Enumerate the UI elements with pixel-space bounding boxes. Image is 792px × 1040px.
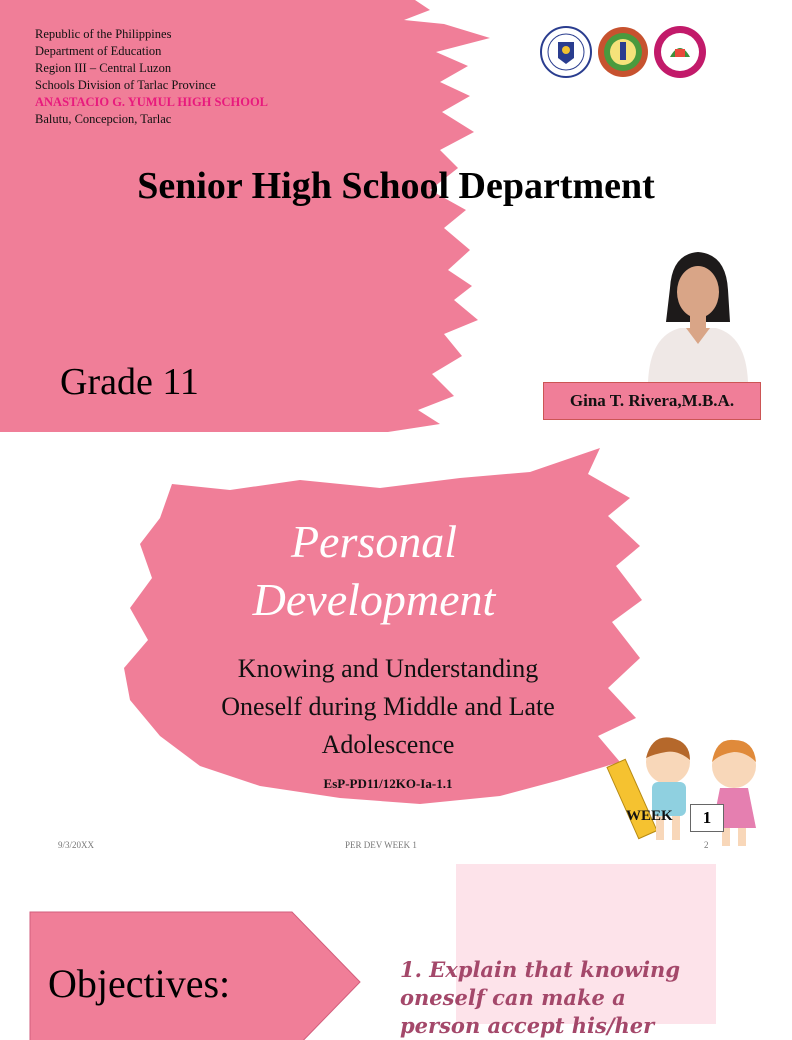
objective-line-1: 1. Explain that knowing (400, 957, 681, 982)
objective-line-3: person accept his/her (400, 1013, 655, 1038)
teacher-photo (640, 248, 752, 382)
slide-objectives (0, 864, 768, 1038)
header-line-region: Region III – Central Luzon (35, 61, 172, 75)
objectives-title: Objectives: (48, 961, 231, 1006)
school-seal-icon (653, 25, 707, 79)
department-title: Senior High School Department (137, 165, 655, 207)
footer-page-number: 2 (704, 840, 709, 850)
slide-title-page (0, 0, 768, 432)
header-line-division: Schools Division of Tarlac Province (35, 78, 216, 92)
week-label: WEEK (626, 808, 673, 824)
header-line-republic: Republic of the Philippines (35, 27, 172, 41)
objective-line-2: oneself can make a (400, 985, 626, 1010)
lesson-title-line3: Adolescence (321, 730, 455, 759)
schools-division-seal-icon (597, 26, 649, 78)
deped-seal-icon (540, 26, 592, 78)
subject-title-line1: Personal (290, 516, 458, 567)
objective-item-1 (400, 956, 750, 1040)
lesson-title-line1: Knowing and Understanding (237, 654, 539, 683)
footer-center: PER DEV WEEK 1 (345, 840, 417, 850)
school-address: Balutu, Concepcion, Tarlac (35, 112, 172, 126)
subject-title-line2: Development (252, 574, 496, 625)
grade-label: Grade 11 (60, 361, 199, 403)
footer-date: 9/3/20XX (58, 840, 94, 850)
slide-subject-title (0, 432, 768, 864)
kids-illustration (616, 732, 766, 856)
school-name: ANASTACIO G. YUMUL HIGH SCHOOL (35, 95, 269, 109)
competency-code: EsP-PD11/12KO-Ia-1.1 (323, 776, 453, 791)
header-line-department: Department of Education (35, 44, 162, 58)
lesson-title-line2: Oneself during Middle and Late (221, 692, 555, 721)
week-number: 1 (690, 804, 724, 832)
teacher-name-box (543, 382, 761, 420)
teacher-name: Gina T. Rivera,M.B.A. (569, 391, 735, 410)
